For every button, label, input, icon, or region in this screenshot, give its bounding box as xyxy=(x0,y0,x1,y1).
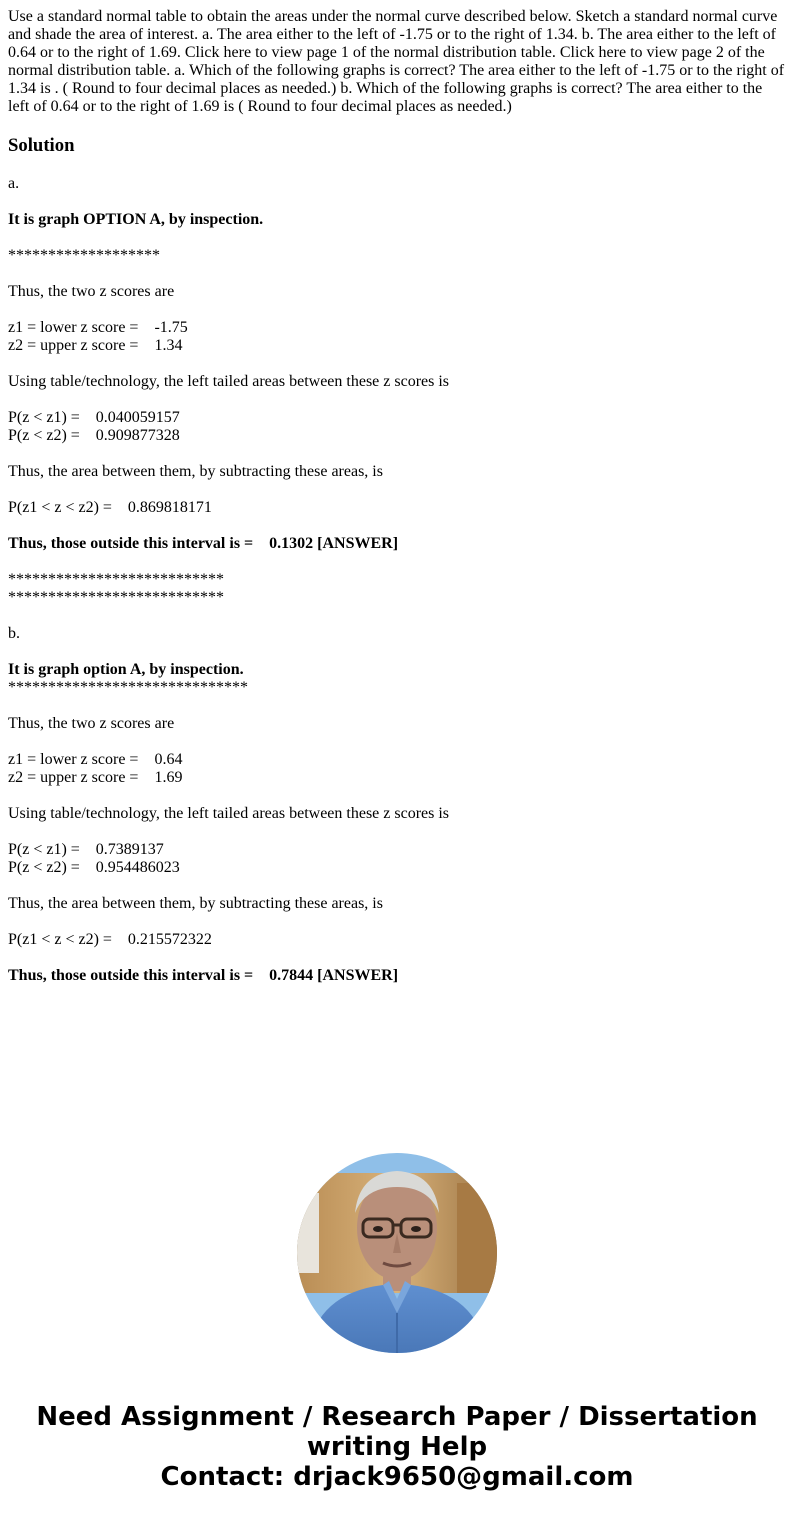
part-a-zscores-intro: Thus, the two z scores are xyxy=(8,283,175,300)
part-b-p2: P(z < z2) = 0.954486023 xyxy=(8,859,180,876)
solution-document xyxy=(8,8,786,985)
part-b-answer: Thus, those outside this interval is = 0.7844 [ANSWER] xyxy=(8,967,399,984)
part-a-p2: P(z < z2) = 0.909877328 xyxy=(8,427,180,444)
part-a-z2: z2 = upper z score = 1.34 xyxy=(8,337,183,354)
part-b-graph-line: It is graph option A, by inspection. xyxy=(8,661,244,678)
promo-line-2: writing Help xyxy=(306,1432,488,1462)
part-b-stars: ****************************** xyxy=(8,679,248,696)
part-a-answer: Thus, those outside this interval is = 0.1302 [ANSWER] xyxy=(8,535,399,552)
part-a-stars-3: *************************** xyxy=(8,589,224,606)
part-a-z1: z1 = lower z score = -1.75 xyxy=(8,319,188,336)
solution-heading: Solution xyxy=(8,135,75,156)
part-a-stars: ******************* xyxy=(8,247,160,264)
part-a-graph-line: It is graph OPTION A, by inspection. xyxy=(8,211,264,228)
part-a-stars-2: *************************** xyxy=(8,571,224,588)
part-a-between-intro: Thus, the area between them, by subtracting these areas, is xyxy=(8,463,383,480)
part-b-p1: P(z < z1) = 0.7389137 xyxy=(8,841,164,858)
part-a-between: P(z1 < z < z2) = 0.869818171 xyxy=(8,499,212,516)
part-b-between-intro: Thus, the area between them, by subtracting these areas, is xyxy=(8,895,383,912)
part-b-z2: z2 = upper z score = 1.69 xyxy=(8,769,183,786)
part-b-z1: z1 = lower z score = 0.64 xyxy=(8,751,183,768)
promo-banner xyxy=(0,1402,794,1492)
part-a-p1: P(z < z1) = 0.040059157 xyxy=(8,409,180,426)
person-photo-icon xyxy=(297,1153,497,1353)
part-b-table-intro: Using table/technology, the left tailed areas between these z scores is xyxy=(8,805,450,822)
part-b-between: P(z1 < z < z2) = 0.215572322 xyxy=(8,931,212,948)
promo-line-1: Need Assignment / Research Paper / Dissertation xyxy=(36,1402,758,1432)
promo-contact: Contact: drjack9650@gmail.com xyxy=(160,1462,634,1492)
part-a-table-intro: Using table/technology, the left tailed areas between these z scores is xyxy=(8,373,450,390)
part-a-label: a. xyxy=(8,175,20,192)
question-text: Use a standard normal table to obtain the areas under the normal curve described below. Sketch a standard normal curve and shade the area of interest. a. The area either to the left of -1.75 or to the right of 1.34. b. The area either to the left of 0.64 or to the right of 1.69. Click here to view page 1 of the normal distribution table. Click here to view page 2 of the normal distribution table. a. Which of the following graphs is correct? The area either to the left of -1.75 or to the right of 1.34 is . ( Round to four decimal places as needed.) b. Which of the following graphs is correct? The area either to the left of 0.64 or to the right of 1.69 is ( Round to four decimal places as needed.) xyxy=(8,8,785,115)
part-b-label: b. xyxy=(8,625,20,642)
part-b-zscores-intro: Thus, the two z scores are xyxy=(8,715,175,732)
